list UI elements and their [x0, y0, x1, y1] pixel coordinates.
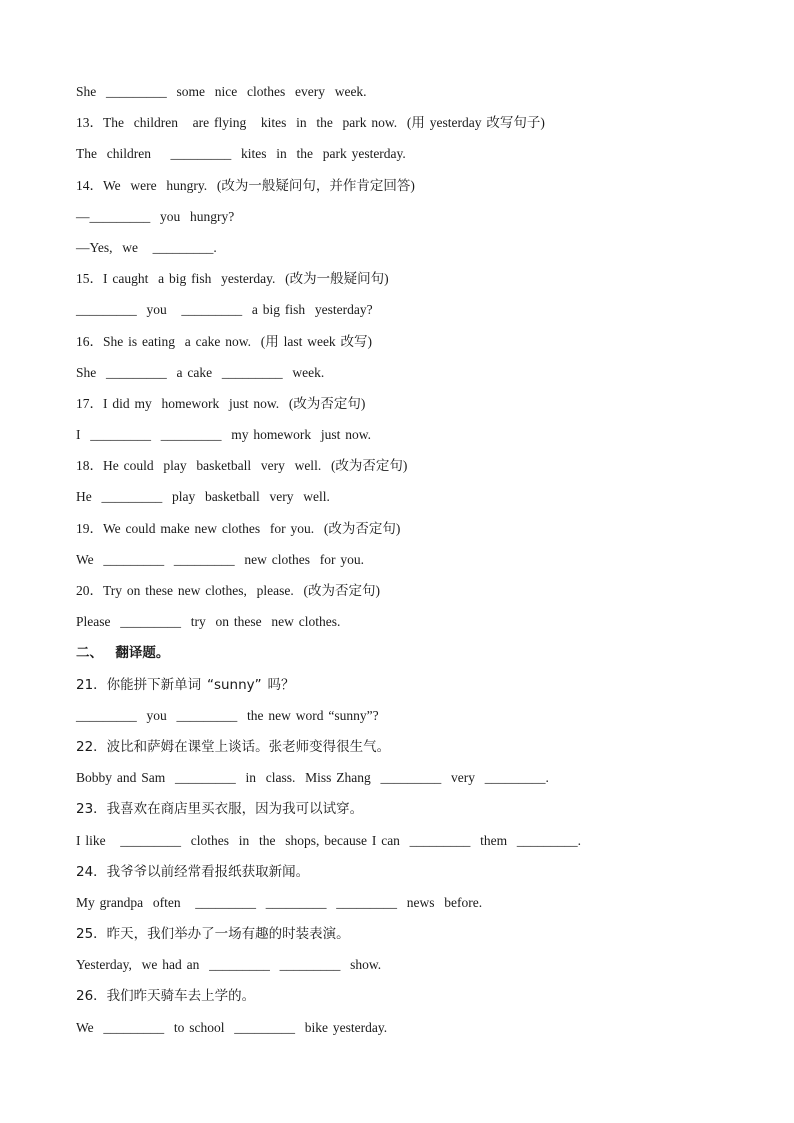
question-14: 14．We were hungry. (改为一般疑问句，并作肯定回答) — [76, 177, 415, 193]
answer-line-21: _________ you _________ the new word “sunny”? — [76, 707, 379, 723]
answer-line-26: We _________ to school _________ bike yesterday. — [76, 1019, 388, 1035]
question-15: 15．I caught a big fish yesterday. (改为一般疑问句) — [76, 271, 389, 287]
answer-line-19: We _________ _________ new clothes for you. — [76, 551, 364, 567]
question-20: 20．Try on these new clothes, please. (改为否定句) — [76, 583, 380, 598]
answer-line-13: The children _________ kites in the park yesterday. — [76, 146, 406, 162]
answer-line-17: I _________ _________ my homework just now. — [76, 427, 371, 443]
answer-line-25: Yesterday, we had an _________ _________ show. — [76, 957, 382, 973]
question-26: 26．我们昨天骑车去上学的。 — [76, 988, 256, 1005]
answer-line-22: Bobby and Sam _________ in class. Miss Zhang _________ very _________. — [76, 770, 549, 786]
answer-line-18: He _________ play basketball very well. — [76, 489, 330, 505]
worksheet-page — [76, 80, 736, 1047]
question-24: 24．我爷爷以前经常看报纸获取新闻。 — [76, 863, 310, 880]
question-21: 21．你能拼下新单词 “sunny” 吗？ — [76, 676, 295, 693]
question-19: 19．We could make new clothes for you. (改为否定句) — [76, 520, 401, 536]
question-18: 18．He could play basketball very well. (改为否定句) — [76, 458, 408, 474]
answer-line-12: She _________ some nice clothes every week. — [76, 84, 367, 99]
answer-line-20: Please _________ try on these new clothes. — [76, 614, 341, 630]
question-25: 25．昨天，我们举办了一场有趣的时装表演。 — [76, 926, 350, 943]
section-heading-translation: 二、 翻译题。 — [76, 645, 170, 662]
question-13: 13．The children are flying kites in the park now. (用 yesterday 改写句子) — [76, 115, 545, 131]
answer-line-23: I like _________ clothes in the shops, because I can _________ them _________. — [76, 832, 582, 848]
answer-line-24: My grandpa often _________ _________ _________ news before. — [76, 894, 483, 910]
answer-line-15: _________ you _________ a big fish yesterday? — [76, 302, 373, 318]
answer-line-14-question: —_________ you hungry? — [76, 208, 235, 224]
question-16: 16．She is eating a cake now. (用 last week 改写) — [76, 333, 373, 349]
answer-line-16: She _________ a cake _________ week. — [76, 364, 325, 380]
answer-line-14-reply: —Yes, we _________. — [76, 239, 217, 255]
question-17: 17．I did my homework just now. (改为否定句) — [76, 395, 366, 411]
question-22: 22．波比和萨姆在课堂上谈话。张老师变得很生气。 — [76, 738, 391, 755]
question-23: 23．我喜欢在商店里买衣服，因为我可以试穿。 — [76, 801, 364, 818]
